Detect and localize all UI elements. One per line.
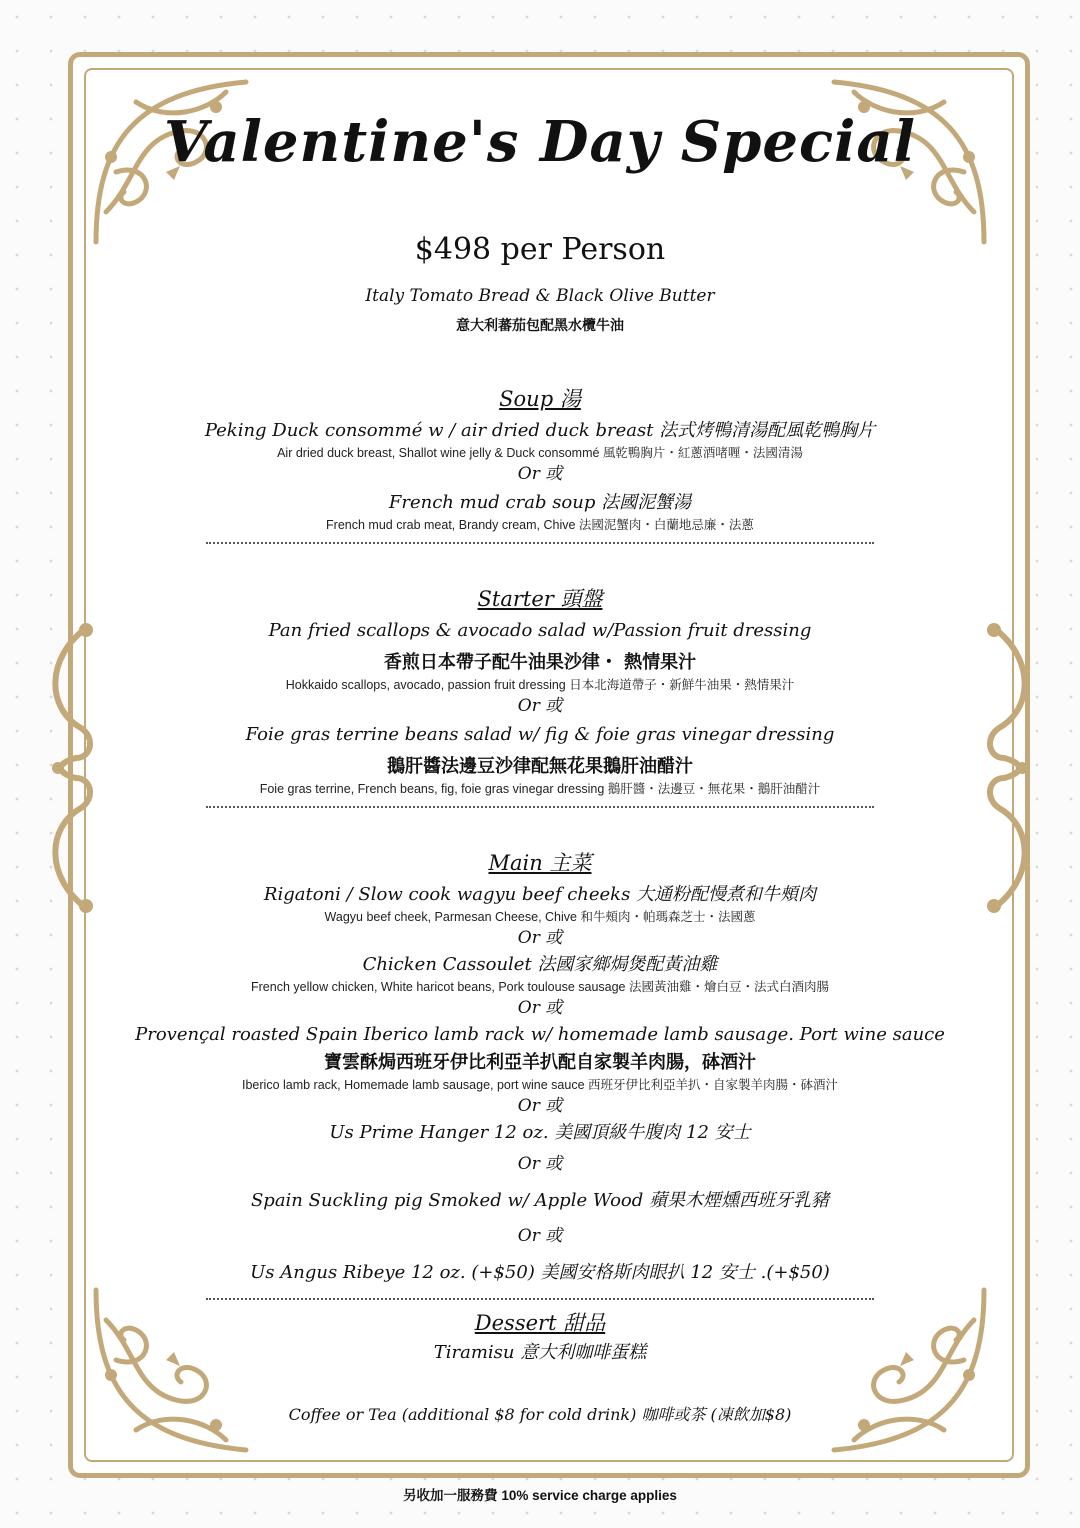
or-divider: Or 或 bbox=[517, 464, 563, 484]
side-scroll-ornament-icon bbox=[974, 618, 1044, 918]
section-title-dessert: Dessert 甜品 bbox=[474, 1311, 606, 1335]
or-divider: Or 或 bbox=[517, 696, 563, 716]
dish-chinese-name: 寶雲酥焗西班牙伊比利亞羊扒配自家製羊肉腸，砵酒汁 bbox=[324, 1052, 756, 1073]
dish-chinese-name: 鵝肝醬法邊豆沙律配無花果鵝肝油醋汁 bbox=[387, 756, 693, 777]
dish-name: Us Angus Ribeye 12 oz. (+$50) 美國安格斯肉眼扒 12 安士 .(+$50) bbox=[250, 1262, 830, 1283]
drink-option: Coffee or Tea (additional $8 for cold drink) 咖啡或茶 (凍飲加$8) bbox=[288, 1405, 792, 1424]
service-charge-note: 另收加一服務費 10% service charge applies bbox=[403, 1488, 677, 1503]
or-divider: Or 或 bbox=[517, 1096, 563, 1116]
menu-price: $498 per Person bbox=[414, 232, 666, 267]
dish-description: French mud crab meat, Brandy cream, Chive 法國泥蟹肉・白蘭地忌廉・法蔥 bbox=[326, 518, 754, 532]
dish-name: Peking Duck consommé w / air dried duck breast 法式烤鴨清湯配風乾鴨胸片 bbox=[204, 420, 876, 441]
dish-description: French yellow chicken, White haricot beans, Pork toulouse sausage 法國黃油雞・燴白豆・法式白酒肉腸 bbox=[251, 980, 829, 994]
dotted-separator bbox=[206, 542, 874, 544]
dish-name: Rigatoni / Slow cook wagyu beef cheeks 大通粉配慢煮和牛頰肉 bbox=[263, 884, 817, 905]
dish-name: Spain Suckling pig Smoked w/ Apple Wood 蘋果木煙燻西班牙乳豬 bbox=[250, 1190, 830, 1211]
or-divider: Or 或 bbox=[517, 1226, 563, 1246]
dish-description: Foie gras terrine, French beans, fig, foie gras vinegar dressing 鵝肝醬・法邊豆・無花果・鵝肝油醋汁 bbox=[259, 782, 821, 796]
dish-description: Air dried duck breast, Shallot wine jelly & Duck consommé 風乾鴨胸片・紅蔥酒啫喱・法國清湯 bbox=[277, 446, 803, 460]
side-scroll-ornament-icon bbox=[36, 618, 106, 918]
menu-title: Valentine's Day Special bbox=[164, 109, 916, 175]
dish-name: Us Prime Hanger 12 oz. 美國頂級牛腹肉 12 安士 bbox=[329, 1122, 751, 1143]
menu-content bbox=[100, 90, 980, 1428]
section-title-main: Main 主菜 bbox=[488, 851, 592, 875]
dish-name: Provençal roasted Spain Iberico lamb rack w/ homemade lamb sausage. Port wine sauce bbox=[135, 1024, 945, 1045]
dish-name: Chicken Cassoulet 法國家鄉焗煲配黃油雞 bbox=[362, 954, 718, 975]
bread-chinese: 意大利蕃茄包配黑水欖牛油 bbox=[456, 318, 624, 334]
section-title-soup: Soup 湯 bbox=[499, 387, 581, 411]
dotted-separator bbox=[206, 806, 874, 808]
dish-name: Pan fried scallops & avocado salad w/Passion fruit dressing bbox=[268, 620, 812, 641]
section-title-starter: Starter 頭盤 bbox=[477, 587, 603, 611]
bread-english: Italy Tomato Bread & Black Olive Butter bbox=[365, 286, 715, 306]
or-divider: Or 或 bbox=[517, 1154, 563, 1174]
or-divider: Or 或 bbox=[517, 998, 563, 1018]
or-divider: Or 或 bbox=[517, 928, 563, 948]
dish-description: Wagyu beef cheek, Parmesan Cheese, Chive 和牛頰肉・帕瑪森芝士・法國蔥 bbox=[324, 910, 756, 924]
dish-name: Tiramisu 意大利咖啡蛋糕 bbox=[433, 1342, 647, 1363]
dotted-separator bbox=[206, 1298, 874, 1300]
dish-name: French mud crab soup 法國泥蟹湯 bbox=[388, 492, 692, 513]
dish-description: Hokkaido scallops, avocado, passion fruit dressing 日本北海道帶子・新鮮牛油果・熱情果汁 bbox=[285, 678, 795, 692]
dish-name: Foie gras terrine beans salad w/ fig & foie gras vinegar dressing bbox=[245, 724, 835, 745]
dish-description: Iberico lamb rack, Homemade lamb sausage, port wine sauce 西班牙伊比利亞羊扒・自家製羊肉腸・砵酒汁 bbox=[242, 1078, 838, 1092]
dish-chinese-name: 香煎日本帶子配牛油果沙律・ 熱情果汁 bbox=[383, 652, 697, 673]
